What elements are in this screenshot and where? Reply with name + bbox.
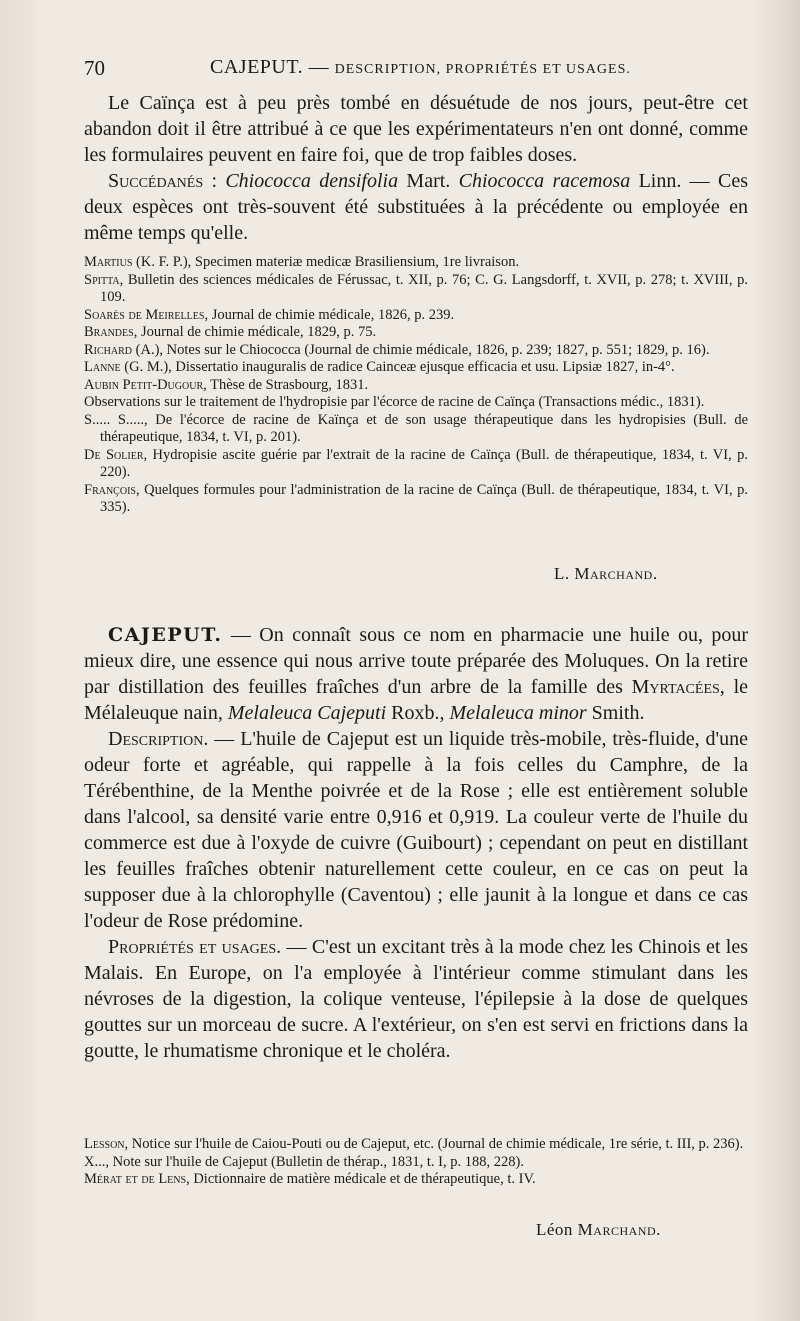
reference-text: , Bulletin des sciences médicales de Férussac, t. XII, p. 76; C. G. Langsdorff, t. XVII, p. 278; t. XVIII, p. 109. bbox=[100, 271, 748, 305]
reference-text: Observations sur le traitement de l'hydropisie par l'écorce de racine de Caïnça (Transactions médic., 1831). bbox=[84, 394, 705, 410]
reference-item bbox=[84, 1136, 748, 1154]
header-title: CAJEPUT. bbox=[210, 56, 304, 78]
entry-title-cajeput: CAJEPUT. bbox=[108, 624, 223, 646]
description-paragraph bbox=[84, 726, 748, 934]
reference-text: , Journal de chimie médicale, 1826, p. 239. bbox=[204, 306, 455, 323]
reference-text: S..... S....., De l'écorce de racine de Kaïnça et de son usage thérapeutique dans les hydropisies (Bull. de thérapeutique, 1834, t. VI, p. 201). bbox=[84, 411, 748, 445]
reference-item bbox=[84, 447, 748, 482]
reference-item bbox=[84, 324, 748, 342]
succedanes-text: Linn. — Ces deux espèces ont très-souvent été substituées à la précédente ou employée en même temps qu'elle. bbox=[84, 170, 748, 244]
reference-item bbox=[84, 359, 748, 377]
cajeput-intro bbox=[84, 622, 748, 726]
intro-text-b: , le Mélaleuque nain, bbox=[84, 676, 748, 724]
reference-text: (K. F. P.), Specimen materiæ medicæ Brasiliensium, 1re livraison. bbox=[132, 254, 520, 270]
signature-l-marchand bbox=[554, 564, 658, 584]
species-author-1: Roxb., bbox=[386, 702, 450, 724]
properties-label: Propriétés et usages. bbox=[108, 936, 282, 958]
succedanes-colon: : bbox=[203, 170, 226, 192]
reference-text: (A.), Notes sur le Chiococca (Journal de chimie médicale, 1826, p. 239; 1827, p. 551; 1829, p. 16). bbox=[132, 341, 710, 358]
cajeput-text bbox=[84, 622, 748, 1064]
intro-text-a: — On connaît sous ce nom en pharmacie une huile ou, pour mieux dire, une essence qui nous arrive toute préparée des Moluques. On la retire par distillation des feuilles fraîches d'un arbre de la famille des bbox=[84, 624, 748, 698]
description-text: — L'huile de Cajeput est un liquide très-mobile, très-fluide, d'une odeur forte et agréable, qui rappelle à la fois celles du Camphre, de la Térébenthine, de la Menthe poivrée et de la Rose ; elle est entièrement soluble dans l'alcool, sa densité varie entre 0,916 et 0,919. La couleur verte de l'huile du commerce est due à l'oxyde de cuivre (Guibourt) ; cependant on peut en distillant les feuilles fraîches obtenir naturellement cette couleur, en ce cas on peut la supposer due à la chlorophylle (Caventou) ; elle jaunit à la longue et dans ce cas l'odeur de Rose prédomine. bbox=[84, 728, 748, 932]
species-author-2: Smith. bbox=[586, 702, 645, 724]
family-myrtacees: Myrtacées bbox=[631, 676, 720, 698]
succedanes-author-1: Mart. bbox=[398, 170, 459, 192]
reference-author: François bbox=[84, 481, 136, 498]
reference-item bbox=[84, 482, 748, 517]
signature-rest: archand. bbox=[593, 1220, 661, 1239]
running-title bbox=[210, 56, 631, 79]
header-section: DESCRIPTION, PROPRIÉTÉS ET USAGES. bbox=[334, 62, 631, 77]
reference-author: Martius bbox=[84, 254, 133, 270]
succedanes-paragraph bbox=[84, 168, 748, 246]
reference-author: Soarès de Meirelles bbox=[84, 306, 205, 323]
reference-item bbox=[84, 342, 748, 360]
reference-author: De Solier bbox=[84, 446, 144, 463]
species-chiococca-densifolia: Chiococca densifolia bbox=[225, 170, 399, 192]
header-dash: — bbox=[308, 56, 330, 78]
signature-rest: archand. bbox=[590, 564, 658, 583]
cainca-paragraph: Le Caïnça est à peu près tombé en désuétude de nos jours, peut-être cet abandon doit il être attribué à ce que les expérimentateurs n'en ont donné, comme les formulaires peuvent en faire foi, que de trop faibles doses. bbox=[84, 92, 748, 166]
cainca-references bbox=[84, 254, 748, 517]
description-label: Description. bbox=[108, 728, 209, 750]
species-melaleuca-cajeputi: Melaleuca Cajeputi bbox=[227, 702, 387, 724]
signature-first: Léon M bbox=[536, 1220, 594, 1239]
reference-item bbox=[84, 1154, 748, 1172]
reference-item bbox=[84, 254, 748, 272]
cajeput-references bbox=[84, 1136, 748, 1189]
reference-item bbox=[84, 377, 748, 395]
reference-item bbox=[84, 272, 748, 307]
properties-paragraph bbox=[84, 934, 748, 1064]
reference-text: (G. M.), Dissertatio inauguralis de radice Cainceæ ejusque efficacia et usu. Lipsiæ 1827, in-4°. bbox=[120, 359, 675, 375]
properties-text: — C'est un excitant très à la mode chez les Chinois et les Malais. En Europe, on l'a employée à l'intérieur comme stimulant dans les névroses de la digestion, la colique venteuse, l'épilepsie à la dose de quelques gouttes sur un morceau de sucre. A l'extérieur, on s'en est servi en frictions dans la goutte, le rhumatisme chronique et le choléra. bbox=[84, 936, 748, 1062]
cainca-text bbox=[84, 90, 748, 246]
reference-text: X..., Note sur l'huile de Cajeput (Bulletin de thérap., 1831, t. I, p. 188, 228). bbox=[84, 1153, 524, 1170]
reference-author: Lanne bbox=[84, 359, 121, 375]
reference-author: Brandes bbox=[84, 324, 134, 340]
reference-author: Lesson bbox=[84, 1136, 125, 1152]
reference-author: Aubin Petit-Dugour bbox=[84, 376, 204, 393]
reference-text: , Quelques formules pour l'administration de la racine de Caïnça (Bull. de thérapeutique, 1834, t. VI, p. 335). bbox=[100, 481, 748, 515]
species-chiococca-racemosa: Chiococca racemosa bbox=[458, 170, 631, 192]
succedanes-label: Succédanés bbox=[108, 170, 204, 192]
reference-text: , Hydropisie ascite guérie par l'extrait de la racine de Caïnça (Bull. de thérapeutique, 1834, t. VI, p. 220). bbox=[100, 446, 748, 480]
page-number: 70 bbox=[84, 56, 105, 80]
species-melaleuca-minor: Melaleuca minor bbox=[449, 702, 587, 724]
reference-text: , Thèse de Strasbourg, 1831. bbox=[203, 376, 369, 393]
reference-author: Spitta bbox=[84, 271, 120, 288]
reference-item bbox=[84, 394, 748, 412]
reference-item bbox=[84, 412, 748, 447]
signature-leon-marchand bbox=[536, 1220, 661, 1240]
reference-author: Richard bbox=[84, 341, 133, 358]
running-header bbox=[84, 56, 748, 84]
reference-text: , Notice sur l'huile de Caiou-Pouti ou de Cajeput, etc. (Journal de chimie médicale, 1re série, t. III, p. 236). bbox=[124, 1136, 744, 1152]
reference-item bbox=[84, 1171, 748, 1189]
reference-item bbox=[84, 307, 748, 325]
reference-author: Mérat et de Lens bbox=[84, 1171, 187, 1187]
reference-text: , Journal de chimie médicale, 1829, p. 75. bbox=[133, 324, 377, 340]
reference-text: , Dictionnaire de matière médicale et de thérapeutique, t. IV. bbox=[186, 1171, 536, 1187]
signature-first: L. M bbox=[554, 564, 590, 583]
